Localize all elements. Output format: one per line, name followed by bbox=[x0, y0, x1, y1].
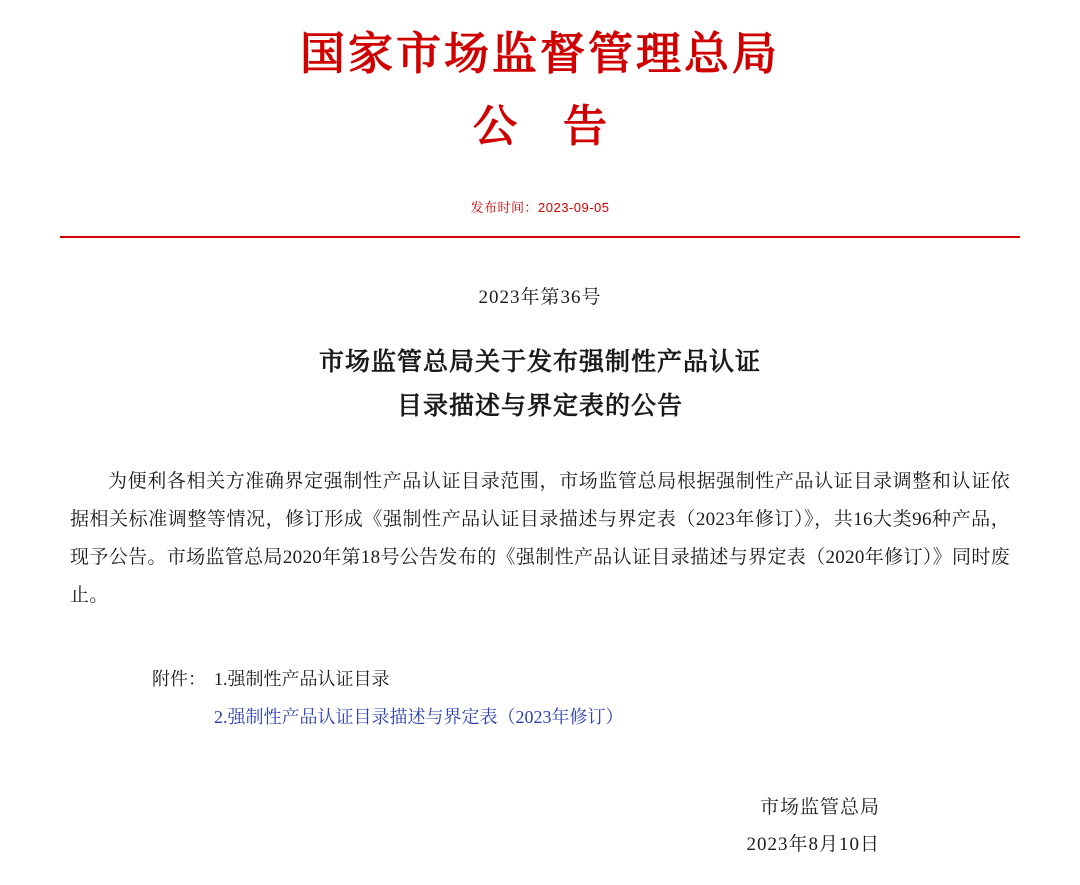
publish-time: 发布时间：2023-09-05 bbox=[470, 200, 610, 216]
signature-date: 2023年8月10日 bbox=[746, 833, 880, 855]
attachments-row bbox=[152, 661, 1020, 737]
signature-block bbox=[60, 789, 1020, 863]
signature-issuer: 市场监管总局 bbox=[759, 796, 880, 818]
attachment-item-2-link[interactable]: 2.强制性产品认证目录描述与界定表（2023年修订） bbox=[214, 706, 624, 727]
masthead bbox=[60, 0, 1020, 155]
body-paragraph: 为便利各相关方准确界定强制性产品认证目录范围，市场监管总局根据强制性产品认证目录调整和认证依据相关标准调整等情况，修订形成《强制性产品认证目录描述与界定表（2023年修订）》，共16大类96种产品，现予公告。市场监管总局2020年第18号公告发布的《强制性产品认证目录描述与界定表（2020年修订）》同时废止。 bbox=[70, 470, 1010, 606]
organization-title: 国家市场监督管理总局 bbox=[299, 29, 780, 79]
document-number: 2023年第36号 bbox=[478, 287, 602, 309]
red-divider bbox=[60, 236, 1020, 238]
page-title-line-2: 目录描述与界定表的公告 bbox=[396, 393, 683, 421]
attachment-item-2[interactable] bbox=[214, 699, 624, 737]
page-title bbox=[60, 341, 1020, 429]
document-kind-heading: 公告 bbox=[473, 102, 653, 152]
attachments-label: 附件： bbox=[152, 668, 206, 689]
attachment-item-1-label: 1.强制性产品认证目录 bbox=[214, 668, 390, 689]
page-title-line-1: 市场监管总局关于发布强制性产品认证 bbox=[318, 349, 761, 377]
attachments-section bbox=[60, 661, 1020, 737]
attachments-list bbox=[214, 661, 624, 737]
attachment-item-1 bbox=[214, 661, 624, 699]
